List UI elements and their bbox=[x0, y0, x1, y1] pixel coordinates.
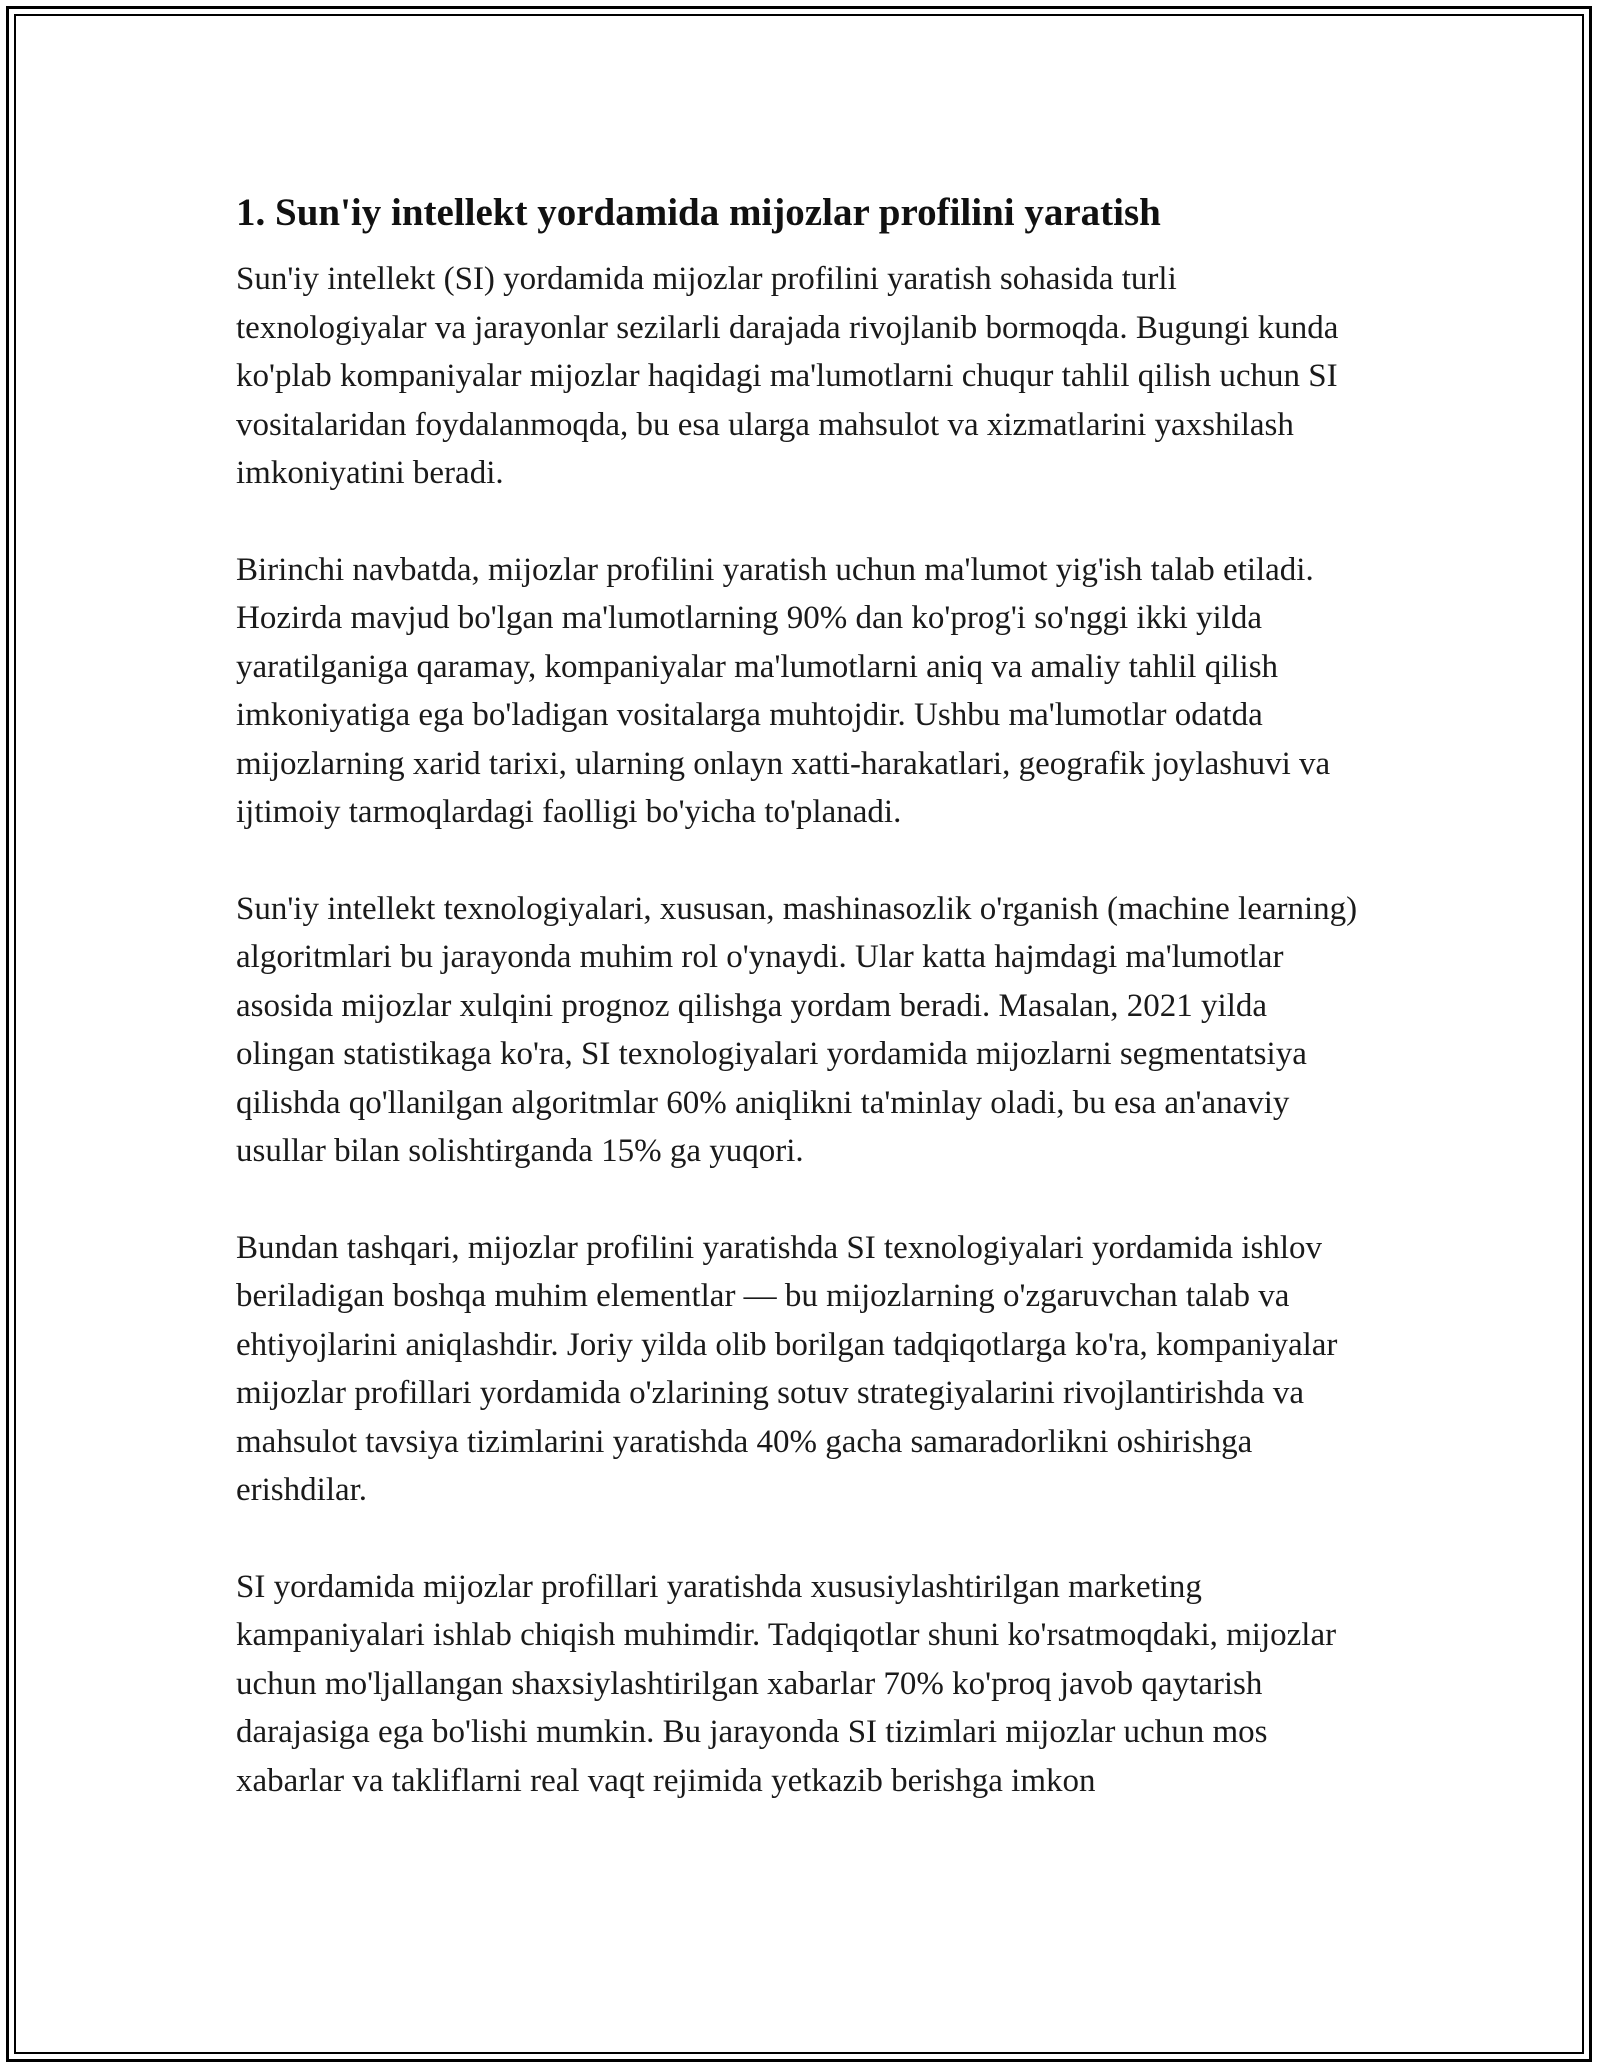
paragraph-4: Bundan tashqari, mijozlar profilini yaratishda SI texnologiyalari yordamida ishlov beriladigan boshqa muhim elementlar — bu mijozlarning o'zgaruvchan talab va ehtiyojlarini aniqlashdir. Joriy yilda olib borilgan tadqiqotlarga ko'ra, kompaniyalar mijozlar profillari yordamida o'zlarining sotuv strategiyalarini rivojlantirishda va mahsulot tavsiya tizimlarini yaratishda 40% gacha samaradorlikni oshirishga erishdilar. bbox=[236, 1229, 1338, 1508]
paragraph-2: Birinchi navbatda, mijozlar profilini yaratish uchun ma'lumot yig'ish talab etiladi. Hozirda mavjud bo'lgan ma'lumotlarning 90% dan ko'prog'i so'nggi ikki yilda yaratilganiga qaramay, kompaniyalar ma'lumotlarni aniq va amaliy tahlil qilish imkoniyatiga ega bo'ladigan vositalarga muhtojdir. Ushbu ma'lumotlar odatda mijozlarning xarid tarixi, ularning onlayn xatti-harakatlari, geografik joylashuvi va ijtimoiy tarmoqlardagi faolligi bo'yicha to'planadi. bbox=[236, 551, 1331, 830]
section-heading: 1. Sun'iy intellekt yordamida mijozlar profilini yaratish bbox=[236, 191, 1161, 234]
paragraph-1: Sun'iy intellekt (SI) yordamida mijozlar profilini yaratish sohasida turli texnologiyalar va jarayonlar sezilarli darajada rivojlanib bormoqda. Bugungi kunda ko'plab kompaniyalar mijozlar haqidagi ma'lumotlarni chuqur tahlil qilish uchun SI vositalaridan foydalanmoqda, bu esa ularga mahsulot va xizmatlarini yaxshilash imkoniyatini beradi. bbox=[236, 261, 1339, 491]
document-body bbox=[236, 185, 1366, 1853]
paragraph-5: SI yordamida mijozlar profillari yaratishda xususiylashtirilgan marketing kampaniyalari ishlab chiqish muhimdir. Tadqiqotlar shuni ko'rsatmoqdaki, mijozlar uchun mo'ljallangan shaxsiylashtirilgan xabarlar 70% ko'proq javob qaytarish darajasiga ega bo'lishi mumkin. Bu jarayonda SI tizimlari mijozlar uchun mos xabarlar va takliflarni real vaqt rejimida yetkazib berishga imkon bbox=[236, 1568, 1337, 1799]
paragraph-3: Sun'iy intellekt texnologiyalari, xususan, mashinasozlik o'rganish (machine learning) algoritmlari bu jarayonda muhim rol o'ynaydi. Ular katta hajmdagi ma'lumotlar asosida mijozlar xulqini prognoz qilishga yordam beradi. Masalan, 2021 yilda olingan statistikaga ko'ra, SI texnologiyalari yordamida mijozlarni segmentatsiya qilishda qo'llanilgan algoritmlar 60% aniqlikni ta'minlay oladi, bu esa an'anaviy usullar bilan solishtirganda 15% ga yuqori. bbox=[236, 890, 1358, 1169]
